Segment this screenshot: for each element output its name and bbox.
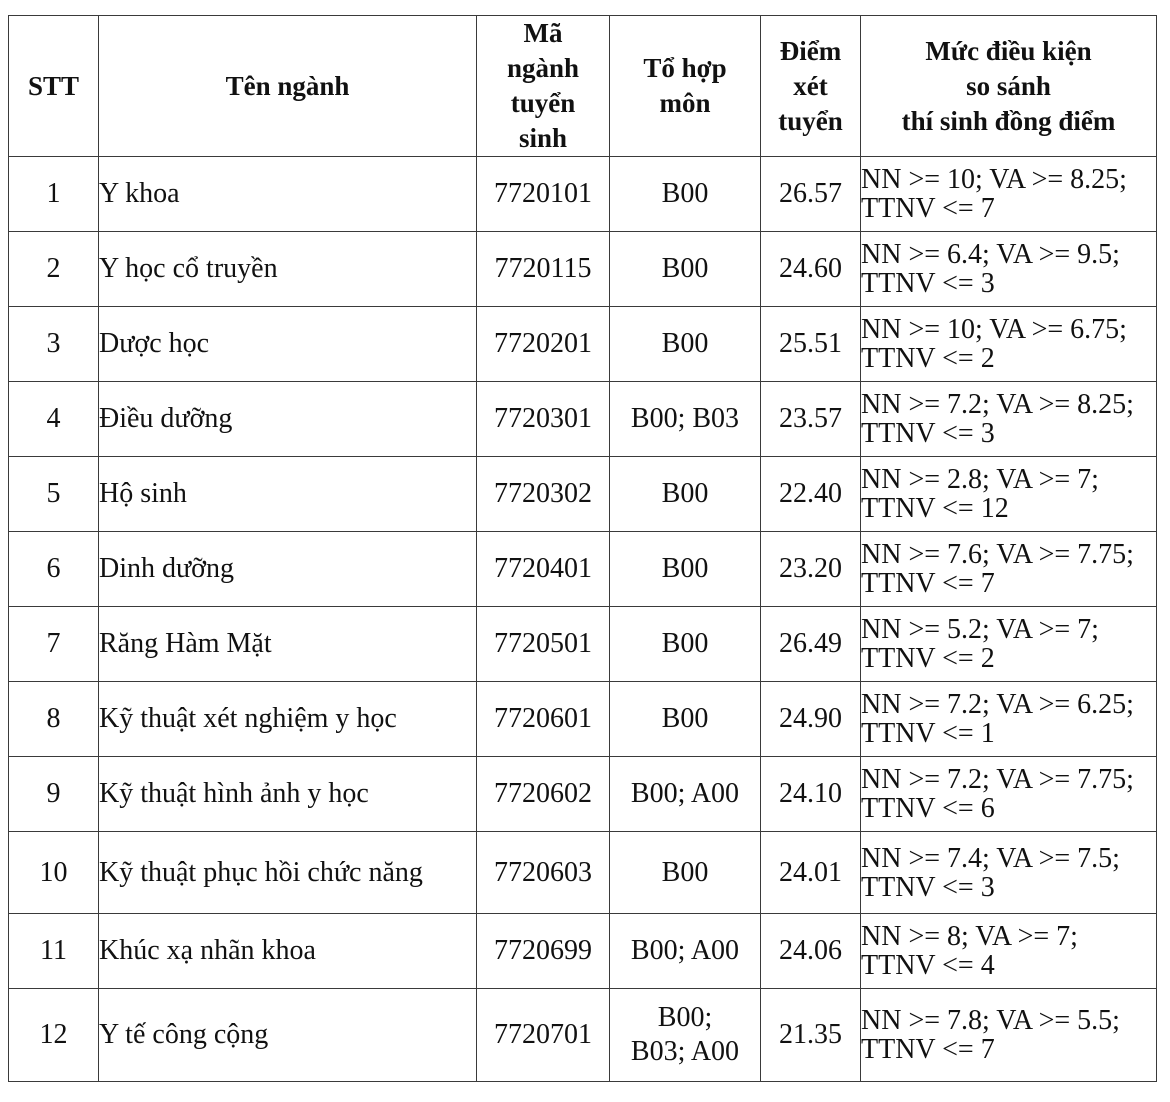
cell-major-code: 7720701 [477,989,610,1082]
header-combo-line: Tổ hợp [643,53,727,83]
header-admission-score [761,16,861,157]
cell-major-name: Y học cổ truyền [99,232,477,307]
cell-major-name: Răng Hàm Mặt [99,607,477,682]
combo-line: B00; [657,1002,713,1033]
condition-line: TTNV <= 12 [861,493,1009,524]
cell-score: 24.60 [761,232,861,307]
cell-score: 25.51 [761,307,861,382]
condition-line: NN >= 7.2; VA >= 6.25; [861,689,1134,720]
cell-subject-combo [610,157,761,232]
cell-major-code: 7720602 [477,757,610,832]
condition-line: TTNV <= 3 [861,268,995,299]
header-combo-line: môn [659,88,711,118]
header-major-name-text: Tên ngành [225,70,350,101]
condition-line: NN >= 2.8; VA >= 7; [861,464,1099,495]
table-row [9,307,1157,382]
cell-condition [861,832,1157,914]
condition-line: NN >= 7.2; VA >= 7.75; [861,764,1134,795]
cell-major-code: 7720699 [477,914,610,989]
cell-stt: 1 [9,157,99,232]
condition-line: NN >= 5.2; VA >= 7; [861,614,1099,645]
condition-line: TTNV <= 7 [861,568,995,599]
condition-line: TTNV <= 3 [861,418,995,449]
cell-condition [861,307,1157,382]
cell-subject-combo [610,757,761,832]
header-stt-text: STT [27,70,80,101]
cell-score: 23.20 [761,532,861,607]
cell-major-code: 7720401 [477,532,610,607]
cell-score: 23.57 [761,382,861,457]
cell-stt: 9 [9,757,99,832]
cell-major-code: 7720301 [477,382,610,457]
condition-line: NN >= 10; VA >= 6.75; [861,314,1127,345]
cell-condition [861,232,1157,307]
cell-major-name: Dược học [99,307,477,382]
combo-line: B00 [661,628,709,659]
table-row [9,457,1157,532]
cell-subject-combo [610,532,761,607]
header-condition-line: so sánh [966,70,1051,101]
condition-line: NN >= 7.8; VA >= 5.5; [861,1005,1120,1036]
cell-major-name: Kỹ thuật xét nghiệm y học [99,682,477,757]
cell-condition [861,457,1157,532]
table-row [9,232,1157,307]
condition-line: TTNV <= 7 [861,1034,995,1065]
cell-subject-combo [610,914,761,989]
cell-stt: 12 [9,989,99,1082]
cell-major-code: 7720603 [477,832,610,914]
combo-line: B00; B03 [630,403,740,434]
cell-condition [861,607,1157,682]
header-major-code [477,16,610,157]
cell-major-name: Kỹ thuật phục hồi chức năng [99,832,477,914]
cell-subject-combo [610,832,761,914]
cell-subject-combo [610,457,761,532]
cell-major-code: 7720601 [477,682,610,757]
cell-stt: 11 [9,914,99,989]
combo-line: B00 [661,478,709,509]
condition-line: NN >= 7.6; VA >= 7.75; [861,539,1134,570]
cell-condition [861,757,1157,832]
condition-line: NN >= 6.4; VA >= 9.5; [861,239,1120,270]
table-row [9,989,1157,1082]
condition-line: NN >= 7.4; VA >= 7.5; [861,842,1120,874]
combo-line: B00 [661,703,709,734]
header-stt [9,16,99,157]
cell-stt: 3 [9,307,99,382]
header-code-line: sinh [518,123,568,153]
cell-major-code: 7720101 [477,157,610,232]
combo-line: B03; A00 [630,1036,740,1067]
combo-line: B00 [661,253,709,284]
cell-stt: 6 [9,532,99,607]
combo-line: B00 [661,178,709,209]
condition-line: NN >= 7.2; VA >= 8.25; [861,389,1134,420]
header-score-line: xét [793,70,828,101]
cell-subject-combo [610,232,761,307]
cell-major-code: 7720115 [477,232,610,307]
table-row [9,832,1157,914]
cell-stt: 5 [9,457,99,532]
table-row [9,607,1157,682]
cell-score: 26.57 [761,157,861,232]
cell-score: 24.90 [761,682,861,757]
cell-subject-combo [610,607,761,682]
cell-stt: 8 [9,682,99,757]
cell-subject-combo [610,307,761,382]
cell-major-code: 7720302 [477,457,610,532]
cell-major-name: Dinh dưỡng [99,532,477,607]
cell-score: 24.06 [761,914,861,989]
header-code-line: ngành [506,53,580,83]
header-score-line: Điểm [779,35,842,66]
table-row [9,382,1157,457]
admission-scores-table [8,15,1157,1082]
condition-line: TTNV <= 7 [861,193,995,224]
header-condition-line: Mức điều kiện [925,35,1092,66]
condition-line: TTNV <= 4 [861,950,995,981]
combo-line: B00; A00 [630,935,740,966]
combo-line: B00 [661,553,709,584]
cell-major-name: Y khoa [99,157,477,232]
cell-stt: 7 [9,607,99,682]
cell-stt: 10 [9,832,99,914]
header-tiebreak-condition [861,16,1157,157]
cell-major-name: Khúc xạ nhãn khoa [99,914,477,989]
header-score-line: tuyển [778,105,843,136]
combo-line: B00; A00 [630,778,740,809]
cell-condition [861,914,1157,989]
cell-score: 21.35 [761,989,861,1082]
cell-stt: 4 [9,382,99,457]
cell-score: 24.01 [761,832,861,914]
header-code-line: tuyển [510,88,576,118]
condition-line: TTNV <= 2 [861,643,995,674]
cell-major-name: Hộ sinh [99,457,477,532]
condition-line: NN >= 10; VA >= 8.25; [861,164,1127,195]
header-major-name [99,16,477,157]
combo-line: B00 [661,328,709,359]
cell-condition [861,532,1157,607]
cell-major-name: Y tế công cộng [99,989,477,1082]
header-condition-line: thí sinh đồng điểm [901,105,1116,136]
table-row [9,682,1157,757]
table-row [9,757,1157,832]
condition-line: NN >= 8; VA >= 7; [861,921,1078,952]
cell-condition [861,989,1157,1082]
cell-condition [861,382,1157,457]
condition-line: TTNV <= 6 [861,793,995,824]
cell-condition [861,682,1157,757]
cell-stt: 2 [9,232,99,307]
condition-line: TTNV <= 2 [861,343,995,374]
table-row [9,532,1157,607]
table-row [9,157,1157,232]
cell-subject-combo [610,382,761,457]
cell-subject-combo [610,682,761,757]
cell-major-name: Điều dưỡng [99,382,477,457]
combo-line: B00 [661,856,709,888]
condition-line: TTNV <= 3 [861,871,995,903]
header-subject-combo [610,16,761,157]
cell-major-code: 7720501 [477,607,610,682]
table-row [9,914,1157,989]
cell-major-name: Kỹ thuật hình ảnh y học [99,757,477,832]
condition-line: TTNV <= 1 [861,718,995,749]
cell-major-code: 7720201 [477,307,610,382]
cell-score: 24.10 [761,757,861,832]
cell-score: 22.40 [761,457,861,532]
header-code-line: Mã [523,18,563,48]
header-row [9,16,1157,157]
cell-score: 26.49 [761,607,861,682]
cell-subject-combo [610,989,761,1082]
cell-condition [861,157,1157,232]
